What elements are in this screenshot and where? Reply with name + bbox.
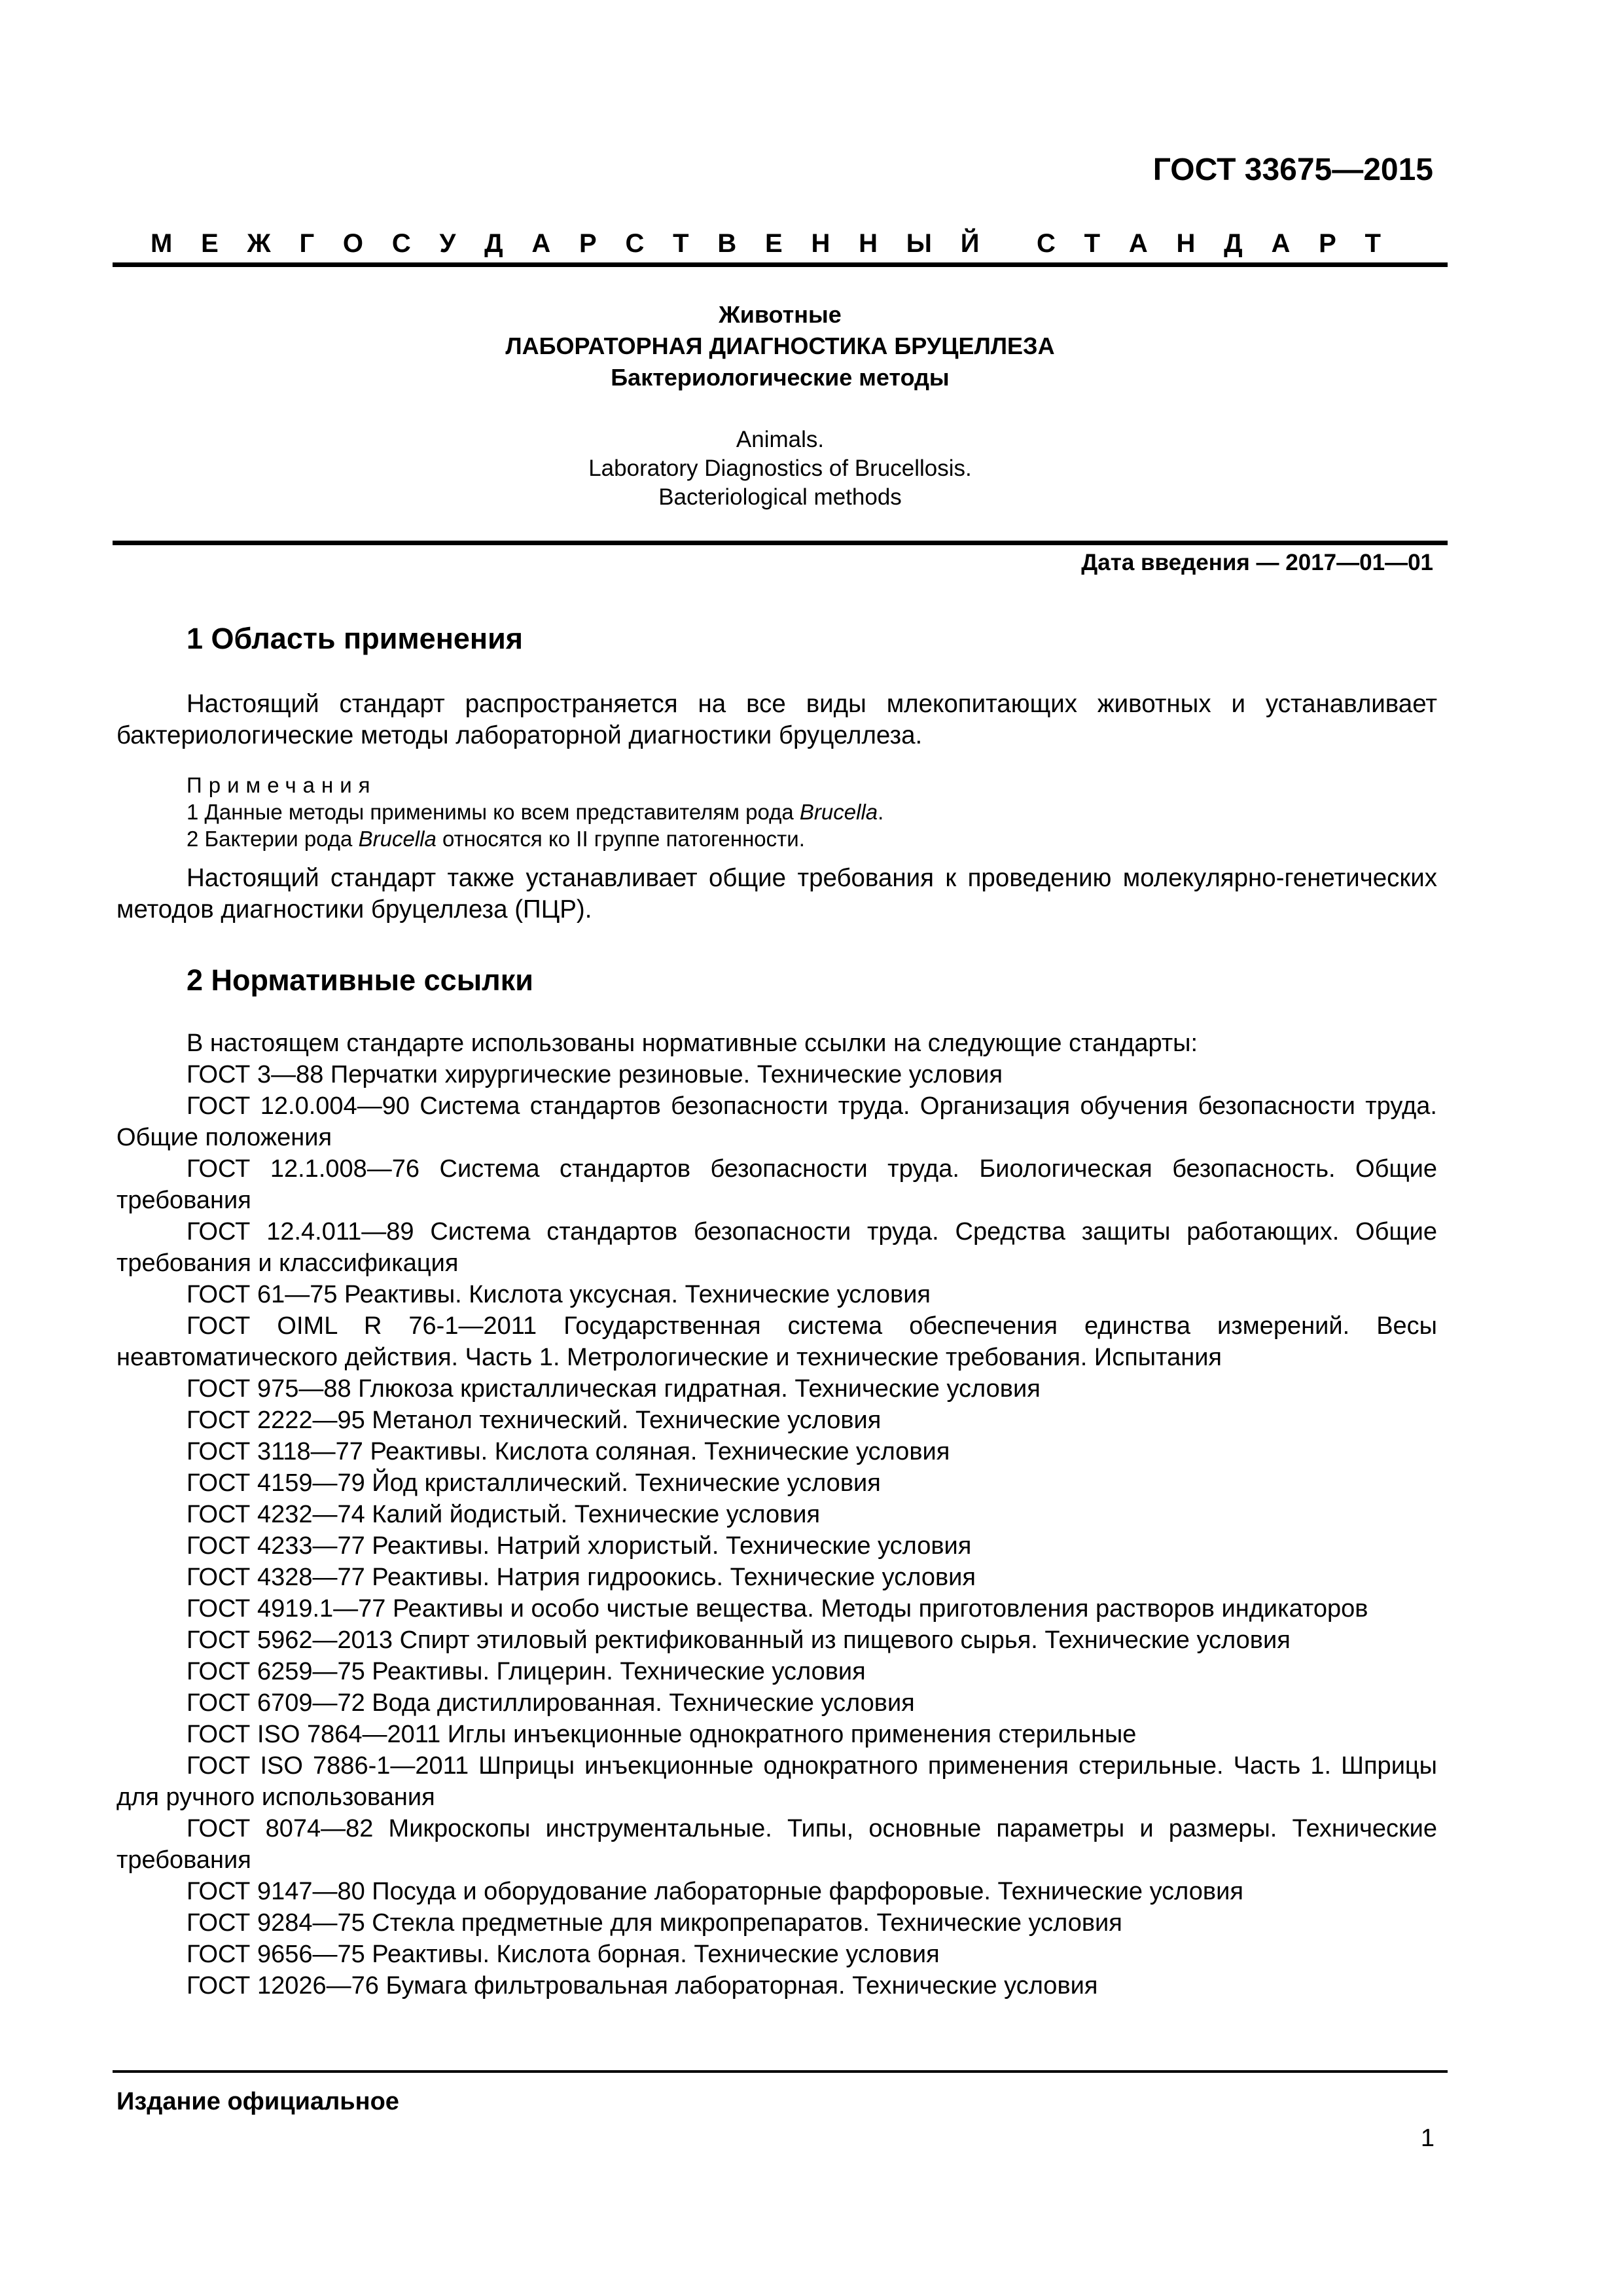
standard-type-letter: А	[1128, 229, 1148, 258]
standard-type-letter: Ж	[247, 229, 271, 258]
english-title-line-2: Laboratory Diagnostics of Brucellosis.	[588, 456, 972, 481]
standard-type-letter: А	[531, 229, 551, 258]
standard-type-letter: Т	[1364, 229, 1381, 258]
reference-item: ГОСТ 4328—77 Реактивы. Натрия гидроокись. Технические условия	[187, 1564, 976, 1591]
references-intro: В настоящем стандарте использованы нормативные ссылки на следующие стандарты:	[187, 1030, 1198, 1057]
standard-type-letter: О	[342, 229, 364, 258]
header-rule	[113, 262, 1448, 267]
standard-type-letter: Д	[484, 229, 503, 258]
reference-item: ГОСТ 5962—2013 Спирт этиловый ректификованный из пищевого сырья. Технические условия	[187, 1626, 1291, 1654]
document-code: ГОСТ 33675—2015	[1152, 152, 1433, 187]
footer-rule	[113, 2070, 1448, 2073]
reference-item: ГОСТ 12026—76 Бумага фильтровальная лабораторная. Технические условия	[187, 1972, 1098, 2000]
standard-type-heading	[151, 229, 1381, 259]
standard-type-letter: Н	[859, 229, 878, 258]
notes-label: Примечания	[187, 773, 377, 797]
reference-item: ГОСТ 6259—75 Реактивы. Глицерин. Технические условия	[187, 1658, 866, 1685]
note-2: 2 Бактерии рода Brucella относятся ко II группе патогенности.	[187, 827, 805, 851]
standard-type-letter: С	[1037, 229, 1056, 258]
reference-item: ГОСТ 9656—75 Реактивы. Кислота борная. Технические условия	[187, 1941, 940, 1968]
introduction-date: Дата введения — 2017—01—01	[1081, 550, 1433, 575]
standard-type-letter: У	[439, 229, 456, 258]
title-line-1: Животные	[719, 301, 842, 328]
standard-type-letter: Д	[1224, 229, 1243, 258]
standard-type-letter: Е	[765, 229, 783, 258]
standard-type-letter: Е	[201, 229, 219, 258]
section-1-paragraph-1: Настоящий стандарт распространяется на все виды млекопитающих животных и устанавливает бактериологические методы лабораторной диагностики бруцеллеза.	[116, 690, 1437, 749]
section-2-heading: 2 Нормативные ссылки	[187, 963, 533, 997]
standard-type-letter: Н	[1176, 229, 1196, 258]
normative-references-list	[116, 1028, 1437, 2001]
reference-item: ГОСТ 12.1.008—76 Система стандартов безопасности труда. Биологическая безопасность. Общие требования	[116, 1155, 1437, 1214]
standard-type-letter: В	[717, 229, 737, 258]
section-1-heading: 1 Область применения	[187, 622, 524, 655]
standard-type-letter: С	[625, 229, 645, 258]
standard-type-letter: Т	[1084, 229, 1101, 258]
reference-item: ГОСТ ISO 7886-1—2011 Шприцы инъекционные однократного применения стерильные. Часть 1. Шприцы для ручного использования	[116, 1752, 1437, 1811]
reference-item: ГОСТ 12.4.011—89 Система стандартов безопасности труда. Средства защиты работающих. Общие требования и классификация	[116, 1218, 1437, 1277]
reference-item: ГОСТ 12.0.004—90 Система стандартов безопасности труда. Организация обучения безопасности труда. Общие положения	[116, 1092, 1437, 1151]
standard-type-letter: Н	[811, 229, 830, 258]
english-title-line-3: Bacteriological methods	[658, 484, 902, 510]
official-edition-label: Издание официальное	[116, 2088, 399, 2115]
standard-type-letter: А	[1271, 229, 1291, 258]
note-1: 1 Данные методы применимы ко всем представителям рода Brucella.	[187, 800, 884, 824]
standard-type-letter: С	[391, 229, 411, 258]
reference-item: ГОСТ 4232—74 Калий йодистый. Технические условия	[187, 1501, 821, 1528]
title-line-2: ЛАБОРАТОРНАЯ ДИАГНОСТИКА БРУЦЕЛЛЕЗА	[505, 332, 1055, 359]
reference-item: ГОСТ 4919.1—77 Реактивы и особо чистые вещества. Методы приготовления растворов индикаторов	[187, 1595, 1368, 1623]
reference-item: ГОСТ 6709—72 Вода дистиллированная. Технические условия	[187, 1689, 915, 1717]
title-rule	[113, 541, 1448, 545]
standard-type-letter: Р	[1319, 229, 1336, 258]
title-line-3: Бактериологические методы	[611, 364, 950, 391]
reference-item: ГОСТ 2222—95 Метанол технический. Технические условия	[187, 1407, 882, 1434]
reference-item: ГОСТ OIML R 76-1—2011 Государственная система обеспечения единства измерений. Весы неавтоматического действия. Часть 1. Метрологические и технические требования. Испытания	[116, 1312, 1437, 1371]
english-title-line-1: Animals.	[736, 427, 825, 452]
reference-item: ГОСТ 3118—77 Реактивы. Кислота соляная. Технические условия	[187, 1438, 950, 1465]
standard-type-letter: Т	[673, 229, 689, 258]
reference-item: ГОСТ 9147—80 Посуда и оборудование лабораторные фарфоровые. Технические условия	[187, 1878, 1243, 1905]
reference-item: ГОСТ 4233—77 Реактивы. Натрий хлористый. Технические условия	[187, 1532, 972, 1560]
reference-item: ГОСТ ISO 7864—2011 Иглы инъекционные однократного применения стерильные	[187, 1721, 1137, 1748]
standard-type-letter: М	[151, 229, 173, 258]
reference-item: ГОСТ 975—88 Глюкоза кристаллическая гидратная. Технические условия	[187, 1375, 1041, 1403]
reference-item: ГОСТ 9284—75 Стекла предметные для микропрепаратов. Технические условия	[187, 1909, 1122, 1937]
reference-item: ГОСТ 8074—82 Микроскопы инструментальные. Типы, основные параметры и размеры. Технические требования	[116, 1815, 1437, 1874]
reference-item: ГОСТ 3—88 Перчатки хирургические резиновые. Технические условия	[187, 1061, 1003, 1088]
reference-item: ГОСТ 61—75 Реактивы. Кислота уксусная. Технические условия	[187, 1281, 931, 1308]
standard-type-letter: Г	[299, 229, 315, 258]
section-1-paragraph-2: Настоящий стандарт также устанавливает общие требования к проведению молекулярно-генетических методов диагностики бруцеллеза (ПЦР).	[116, 864, 1437, 924]
standard-type-letter: Й	[960, 229, 980, 258]
standard-type-letter: Ы	[906, 229, 932, 258]
page-number: 1	[1420, 2125, 1435, 2152]
reference-item: ГОСТ 4159—79 Йод кристаллический. Технические условия	[187, 1469, 881, 1497]
standard-type-letter: Р	[579, 229, 597, 258]
